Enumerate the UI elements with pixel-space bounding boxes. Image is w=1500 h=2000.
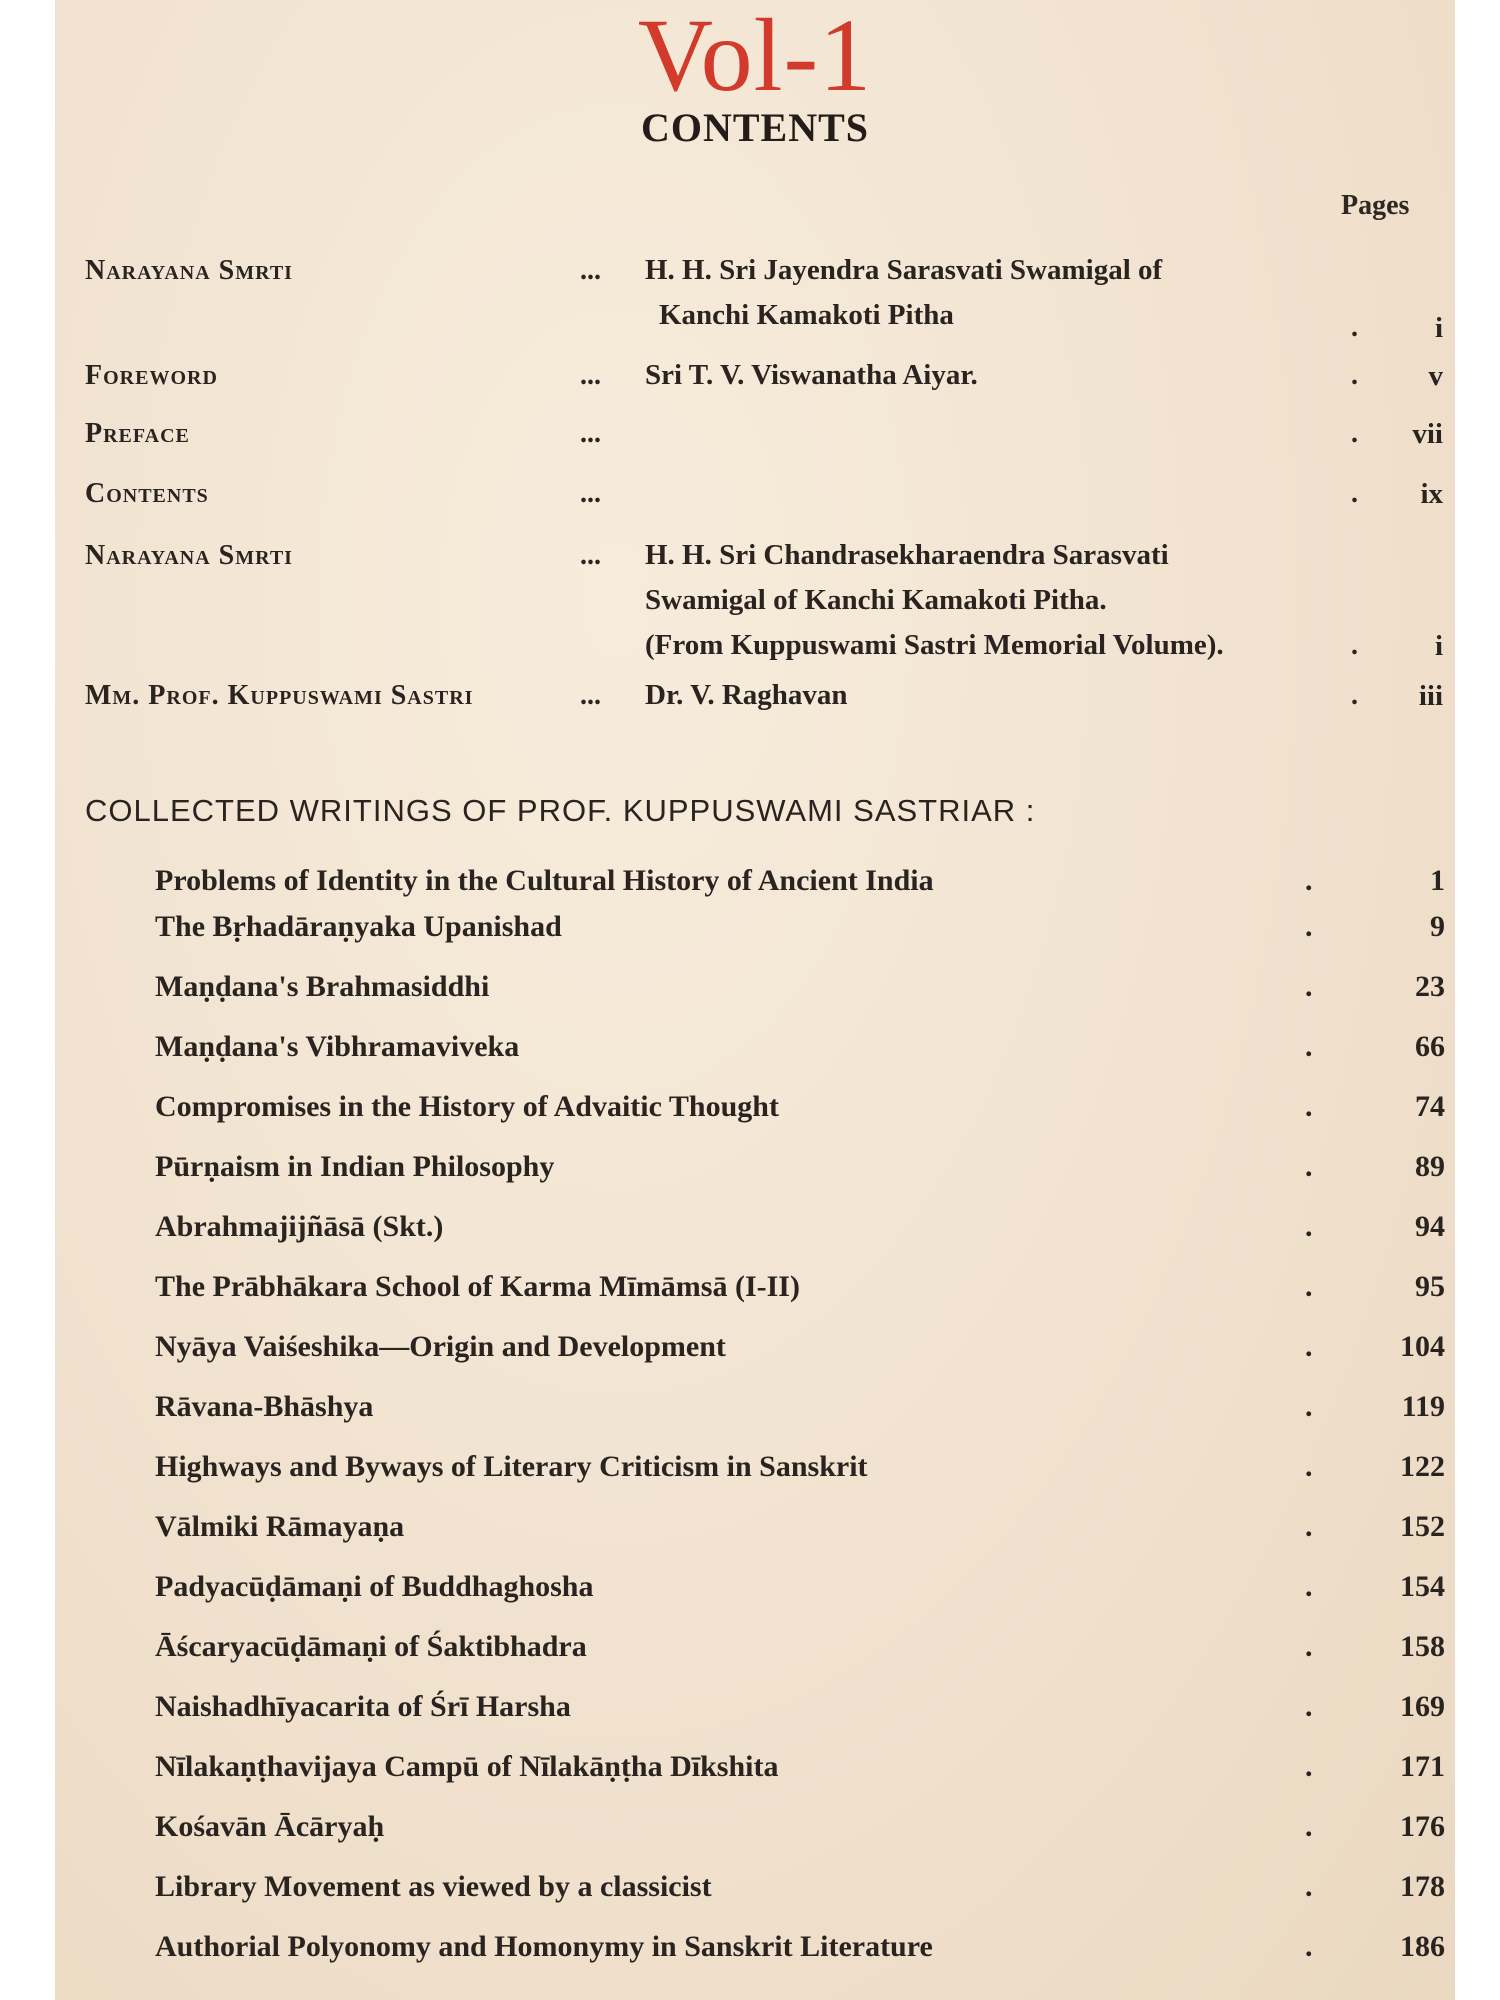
leader-dot: . (1305, 1390, 1313, 1423)
front-matter-dots: ... (580, 680, 601, 711)
front-matter-author (645, 673, 848, 718)
toc-entry-title: Nyāya Vaiśeshika—Origin and Development (155, 1330, 726, 1363)
page-number: 94 (1415, 1210, 1445, 1243)
page-number: 23 (1415, 970, 1445, 1003)
page-number: vii (1412, 418, 1443, 450)
leader-dot: . (1305, 1090, 1313, 1123)
page-number: 158 (1400, 1630, 1445, 1663)
leader-dot: . (1351, 680, 1358, 711)
toc-entry-title: Highways and Byways of Literary Criticism in Sanskrit (155, 1450, 868, 1483)
page-number: i (1434, 312, 1443, 344)
toc-entry-title: Rāvana-Bhāshya (155, 1390, 374, 1423)
front-matter-dots: ... (580, 418, 601, 449)
section-heading: COLLECTED WRITINGS OF PROF. KUPPUSWAMI SASTRIAR : (85, 793, 1036, 828)
page-number: 119 (1401, 1390, 1445, 1423)
toc-entry-title: Vālmiki Rāmayaṇa (155, 1510, 405, 1543)
leader-dot: . (1305, 864, 1313, 897)
toc-entry-title: Compromises in the History of Advaitic Thought (155, 1090, 779, 1123)
leader-dot: . (1305, 1930, 1313, 1963)
page-number: v (1428, 360, 1443, 392)
front-matter-title: Mm. Prof. Kuppuswami Sastri (85, 680, 474, 711)
toc-entry-title: Authorial Polyonomy and Homonymy in Sanskrit Literature (155, 1930, 933, 1963)
page-number: 122 (1400, 1450, 1445, 1483)
page-number: 95 (1415, 1270, 1445, 1303)
leader-dot: . (1305, 1150, 1313, 1183)
leader-dot: . (1351, 312, 1358, 343)
toc-entry-title: Maṇḍana's Brahmasiddhi (155, 970, 490, 1003)
page-number: 89 (1415, 1150, 1445, 1183)
leader-dot: . (1305, 1690, 1313, 1723)
leader-dot: . (1305, 1810, 1313, 1843)
page-number: 74 (1415, 1090, 1445, 1123)
leader-dot: . (1305, 910, 1313, 943)
pages-column-label: Pages (1341, 190, 1410, 221)
leader-dot: . (1351, 630, 1358, 661)
toc-entry-title: The Bṛhadāraṇyaka Upanishad (155, 910, 562, 943)
front-matter-dots: ... (580, 478, 601, 509)
page-number: 9 (1430, 910, 1445, 943)
contents-heading: CONTENTS (640, 105, 870, 150)
front-matter-author (645, 533, 1224, 668)
leader-dot: . (1351, 478, 1358, 509)
author-line: Sri T. V. Viswanatha Aiyar. (645, 359, 978, 391)
front-matter-dots: ... (580, 255, 601, 286)
author-line: Dr. V. Raghavan (645, 679, 848, 711)
page-number: 178 (1400, 1870, 1445, 1903)
toc-entry-title: The Prābhākara School of Karma Mīmāmsā (I-II) (155, 1270, 800, 1303)
page-number: 154 (1400, 1570, 1445, 1603)
leader-dot: . (1305, 1270, 1313, 1303)
toc-entry-title: Pūrṇaism in Indian Philosophy (155, 1150, 555, 1183)
toc-entry-title: Library Movement as viewed by a classicist (155, 1870, 712, 1903)
author-line: Kanchi Kamakoti Pitha (659, 299, 954, 331)
leader-dot: . (1351, 360, 1358, 391)
page-number: 1 (1430, 864, 1445, 897)
author-line: H. H. Sri Chandrasekharaendra Sarasvati (645, 539, 1169, 571)
page-number: iii (1418, 680, 1443, 712)
front-matter-title: Contents (85, 478, 209, 509)
front-matter-author (645, 248, 1162, 338)
leader-dot: . (1305, 1330, 1313, 1363)
author-line: (From Kuppuswami Sastri Memorial Volume). (645, 629, 1224, 661)
page-number: 171 (1400, 1750, 1445, 1783)
front-matter-title: Preface (85, 418, 190, 449)
leader-dot: . (1305, 1210, 1313, 1243)
toc-entry-title: Kośavān Ācāryaḥ (155, 1810, 385, 1843)
page-number: 66 (1415, 1030, 1445, 1063)
toc-entry-title: Naishadhīyacarita of Śrī Harsha (155, 1690, 571, 1723)
front-matter-title: Narayana Smrti (85, 255, 293, 286)
page-number: 186 (1400, 1930, 1445, 1963)
volume-title: Vol-1 (637, 0, 873, 113)
page-number: 176 (1400, 1810, 1445, 1843)
page-number: ix (1420, 478, 1443, 510)
front-matter-author (645, 353, 978, 398)
front-matter-dots: ... (580, 540, 601, 571)
leader-dot: . (1305, 1750, 1313, 1783)
leader-dot: . (1305, 1510, 1313, 1543)
leader-dot: . (1305, 1450, 1313, 1483)
toc-entry-title: Nīlakaṇṭhavijaya Campū of Nīlakāṇṭha Dīkshita (155, 1750, 779, 1783)
leader-dot: . (1305, 1570, 1313, 1603)
toc-entry-title: Padyacūḍāmaṇi of Buddhaghosha (155, 1570, 594, 1603)
leader-dot: . (1351, 418, 1358, 449)
author-line: H. H. Sri Jayendra Sarasvati Swamigal of (645, 254, 1163, 286)
toc-entry-title: Problems of Identity in the Cultural History of Ancient India (155, 864, 934, 897)
book-page (55, 0, 1455, 2000)
leader-dot: . (1305, 970, 1313, 1003)
front-matter-title: Narayana Smrti (85, 540, 293, 571)
toc-entry-title: Āścaryacūḍāmaṇi of Śaktibhadra (155, 1630, 587, 1663)
front-matter-dots: ... (580, 360, 601, 391)
page-number: 169 (1400, 1690, 1445, 1723)
leader-dot: . (1305, 1870, 1313, 1903)
page-number: 152 (1400, 1510, 1445, 1543)
toc-entry-title: Maṇḍana's Vibhramaviveka (155, 1030, 520, 1063)
page-number: i (1434, 630, 1443, 662)
author-line: Swamigal of Kanchi Kamakoti Pitha. (645, 584, 1107, 616)
front-matter-title: Foreword (85, 360, 218, 391)
toc-entry-title: Abrahmajijñāsā (Skt.) (155, 1210, 444, 1243)
page-number: 104 (1400, 1330, 1445, 1363)
leader-dot: . (1305, 1030, 1313, 1063)
leader-dot: . (1305, 1630, 1313, 1663)
